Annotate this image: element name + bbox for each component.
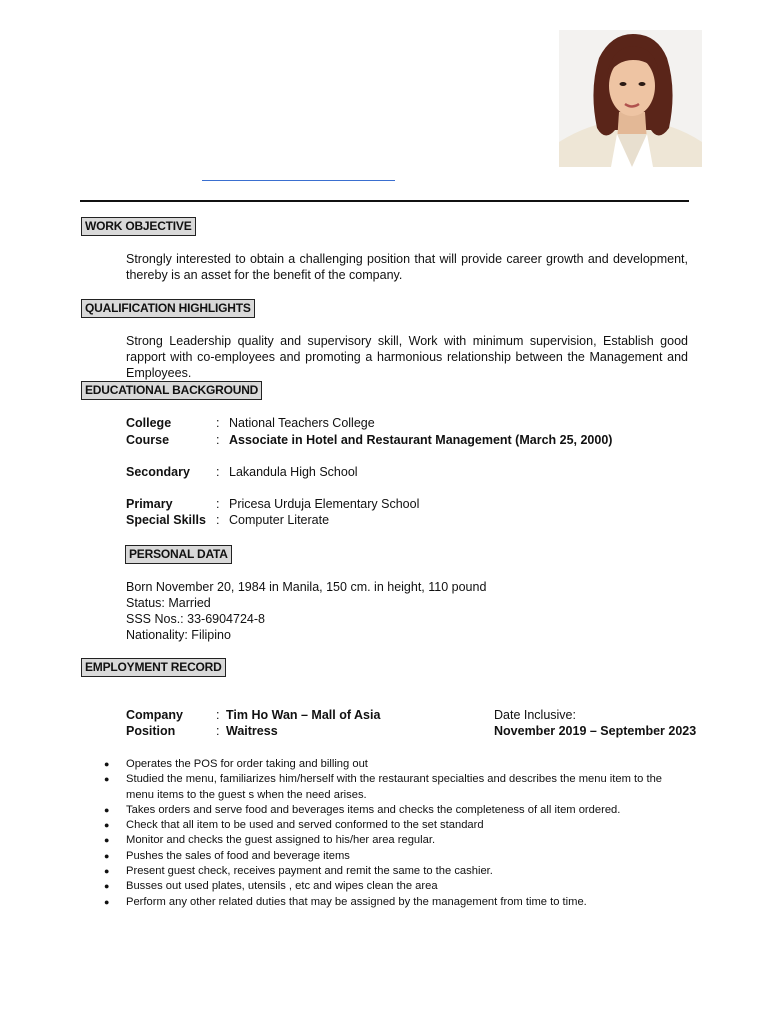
list-item xyxy=(104,879,688,894)
colon: : xyxy=(216,724,220,738)
duty-text: Monitor and checks the guest assigned to his/her area regular. xyxy=(126,834,436,847)
bullet-icon: ● xyxy=(104,774,110,785)
colon: : xyxy=(216,497,220,511)
company-value: Tim Ho Wan – Mall of Asia xyxy=(226,708,381,722)
duty-text: Perform any other related duties that may be assigned by the management from time to time. xyxy=(126,895,587,908)
secondary-value: Lakandula High School xyxy=(229,465,358,479)
course-value: Associate in Hotel and Restaurant Management (March 25, 2000) xyxy=(229,433,613,447)
college-value: National Teachers College xyxy=(229,416,375,430)
colon: : xyxy=(216,465,220,479)
colon: : xyxy=(216,513,220,527)
position-label: Position xyxy=(126,724,176,738)
nationality: Nationality: Filipino xyxy=(126,628,231,642)
portrait-image xyxy=(559,30,702,167)
bullet-icon: ● xyxy=(104,835,110,846)
duty-text: Busses out used plates, utensils , etc and wipes clean the area xyxy=(126,880,438,893)
special-skills-value: Computer Literate xyxy=(229,513,330,527)
duty-text: Present guest check, receives payment and remit the same to the cashier. xyxy=(126,865,493,878)
primary-label: Primary xyxy=(126,497,173,511)
civil-status: Status: Married xyxy=(126,596,211,610)
duty-text: Check that all item to be used and served conformed to the set standard xyxy=(126,819,484,832)
bullet-icon: ● xyxy=(104,820,110,831)
list-item xyxy=(104,803,688,818)
bullet-icon: ● xyxy=(104,759,110,769)
date-inclusive-label: Date Inclusive: xyxy=(494,708,576,722)
qualification-highlights-heading: QUALIFICATION HIGHLIGHTS xyxy=(81,299,255,318)
work-objective-heading: WORK OBJECTIVE xyxy=(81,217,196,236)
company-label: Company xyxy=(126,708,183,722)
position-value: Waitress xyxy=(226,724,278,738)
qualification-highlights-text: Strong Leadership quality and supervisory skill, Work with minimum supervision, Establish good rapport with co-employees and promoting a harmonious relationship between the Management and Employees. xyxy=(126,334,688,380)
duty-text: Operates the POS for order taking and billing out xyxy=(126,758,368,770)
link-underline xyxy=(202,180,395,181)
bullet-icon: ● xyxy=(104,804,110,815)
college-label: College xyxy=(126,416,172,430)
list-item xyxy=(104,833,688,848)
bullet-icon: ● xyxy=(104,866,110,877)
special-skills-label: Special Skills xyxy=(126,513,206,527)
course-label: Course xyxy=(126,433,170,447)
secondary-label: Secondary xyxy=(126,465,190,479)
date-inclusive-value: November 2019 – September 2023 xyxy=(494,724,697,738)
header-divider xyxy=(80,200,689,202)
list-item xyxy=(104,895,688,910)
bullet-icon: ● xyxy=(104,850,110,861)
sss-number: SSS Nos.: 33-6904724-8 xyxy=(126,612,265,626)
duty-text: Takes orders and serve food and beverages items and checks the completeness of all item ordered. xyxy=(126,803,621,816)
bullet-icon: ● xyxy=(104,881,110,892)
list-item xyxy=(104,772,688,803)
educational-background-heading: EDUCATIONAL BACKGROUND xyxy=(81,381,262,400)
bullet-icon: ● xyxy=(104,896,110,907)
duties-list xyxy=(104,757,688,910)
profile-photo xyxy=(559,30,702,167)
list-item xyxy=(104,818,688,833)
duty-text: Studied the menu, familiarizes him/herself with the restaurant specialties and describes the menu item to the menu items to the guest s when the need arises. xyxy=(126,773,663,801)
list-item xyxy=(104,849,688,864)
colon: : xyxy=(216,416,220,430)
work-objective-text: Strongly interested to obtain a challenging position that will provide career growth and development, thereby is an asset for the benefit of the company. xyxy=(126,252,688,282)
colon: : xyxy=(216,433,220,447)
personal-data-heading: PERSONAL DATA xyxy=(125,545,232,564)
birth-info: Born November 20, 1984 in Manila, 150 cm. in height, 110 pound xyxy=(126,580,487,594)
list-item xyxy=(104,864,688,879)
duty-text: Pushes the sales of food and beverage items xyxy=(126,849,350,862)
employment-record-heading: EMPLOYMENT RECORD xyxy=(81,658,226,677)
primary-value: Pricesa Urduja Elementary School xyxy=(229,497,420,511)
list-item xyxy=(104,757,688,772)
colon: : xyxy=(216,708,220,722)
